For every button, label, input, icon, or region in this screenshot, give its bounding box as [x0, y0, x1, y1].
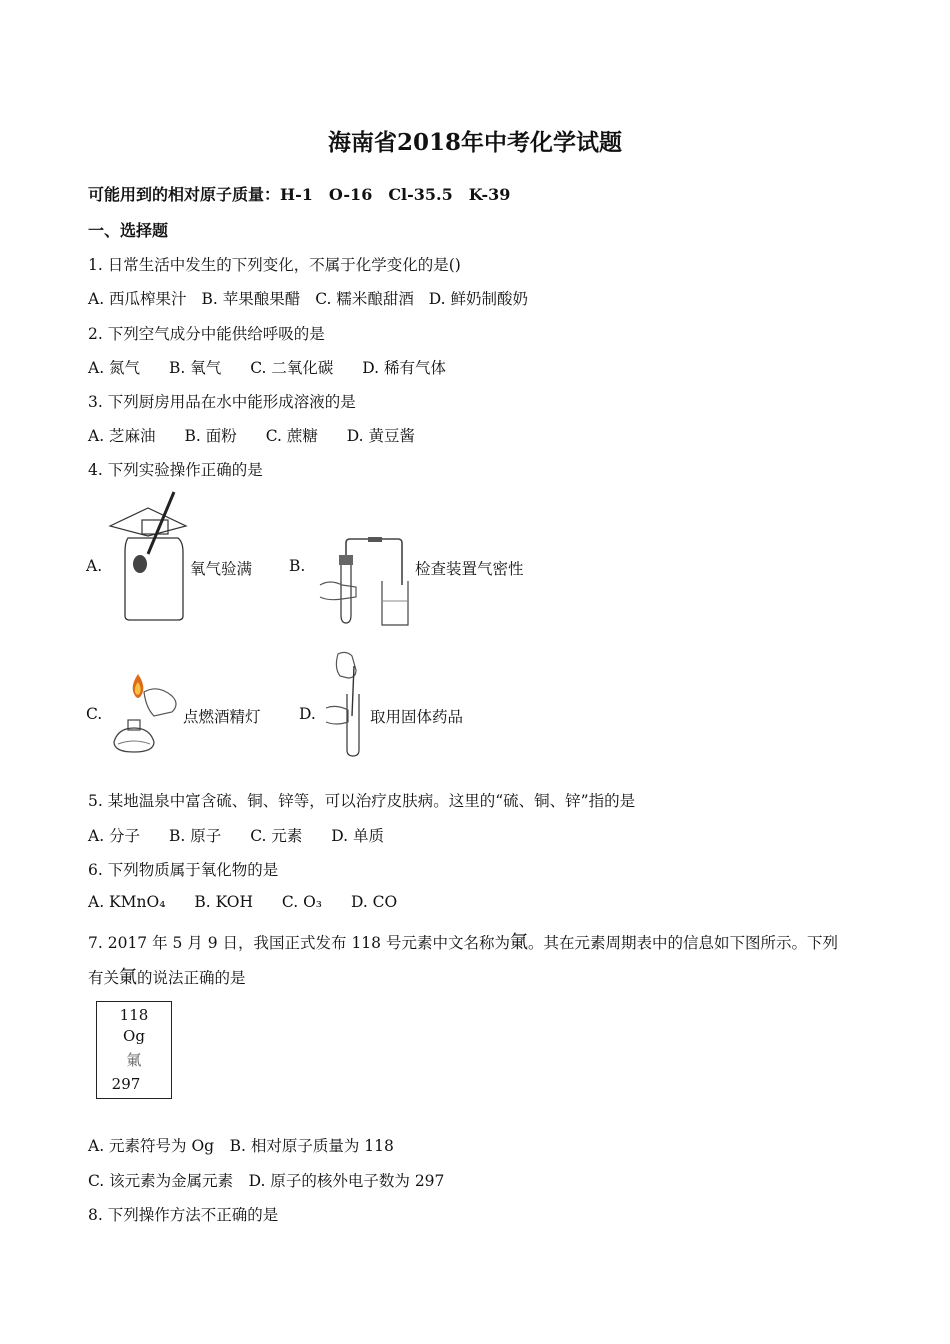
q6-option-a[interactable]: A. KMnO₄: [88, 893, 166, 911]
q4-option-b-letter[interactable]: B.: [289, 557, 306, 575]
q3-option-c[interactable]: C. 蔗糖: [265, 427, 318, 445]
question-1-stem: 1. 日常生活中发生的下列变化，不属于化学变化的是(): [88, 256, 461, 274]
periodic-table-cell: [96, 1001, 172, 1099]
element-symbol: Og: [123, 1027, 145, 1045]
q6-option-c[interactable]: C. O₃: [281, 893, 323, 911]
q3-option-b[interactable]: B. 面粉: [184, 427, 237, 445]
element-mass: 297: [111, 1075, 141, 1093]
atomic-mass-line: 可能用到的相对原子质量：H-1 O-16 Cl-35.5 K-39: [88, 185, 511, 204]
question-7-stem-line-1: [88, 928, 838, 954]
q4-option-a-text: 氧气验满: [190, 560, 253, 578]
question-6-options: [88, 893, 421, 911]
question-2-options: [88, 356, 470, 378]
q4-option-b-text: 检查装置气密性: [415, 560, 524, 578]
question-1-options: [88, 287, 538, 309]
q3-option-d[interactable]: D. 黄豆酱: [346, 427, 416, 445]
q1-option-c[interactable]: C. 糯米酿甜酒: [315, 290, 414, 308]
q2-option-a[interactable]: A. 氮气: [88, 359, 141, 377]
q7-stem-start: 7. 2017 年 5 月 9 日，我国正式发布 118 号元素中文名称为: [88, 934, 510, 952]
q4-option-a-letter[interactable]: A.: [86, 557, 103, 575]
airtight-check-illustration: [312, 535, 412, 630]
q7-stem2-pre: 有关: [88, 969, 120, 987]
question-4-stem: 4. 下列实验操作正确的是: [88, 461, 263, 479]
q3-option-a[interactable]: A. 芝麻油: [88, 427, 156, 445]
q7-element-char: 氭: [509, 932, 528, 953]
element-name: 氭: [126, 1051, 142, 1069]
q5-option-b[interactable]: B. 原子: [169, 827, 222, 845]
q1-option-d[interactable]: D. 鲜奶制酸奶: [428, 290, 529, 308]
question-3-stem: 3. 下列厨房用品在水中能形成溶液的是: [88, 393, 356, 411]
q7-element-char-2: 氭: [119, 967, 138, 988]
question-7-options-line-2[interactable]: C. 该元素为金属元素 D. 原子的核外电子数为 297: [88, 1172, 445, 1190]
oxygen-test-illustration: [108, 490, 188, 625]
q5-option-d[interactable]: D. 单质: [331, 827, 385, 845]
q4-option-d-letter[interactable]: D.: [299, 705, 316, 723]
q5-option-c[interactable]: C. 元素: [250, 827, 303, 845]
question-2-stem: 2. 下列空气成分中能供给呼吸的是: [88, 325, 325, 343]
q2-option-c[interactable]: C. 二氧化碳: [250, 359, 334, 377]
q2-option-b[interactable]: B. 氧气: [169, 359, 222, 377]
q6-option-d[interactable]: D. CO: [350, 893, 398, 911]
page-title: 海南省2018年中考化学试题: [327, 129, 622, 156]
q1-option-b[interactable]: B. 苹果酿果醋: [201, 290, 301, 308]
q4-option-d-text: 取用固体药品: [370, 708, 464, 726]
question-5-options: [88, 824, 408, 846]
q4-option-c-letter[interactable]: C.: [86, 705, 103, 723]
question-7-options-line-1[interactable]: A. 元素符号为 Og B. 相对原子质量为 118: [88, 1137, 394, 1155]
q1-option-a[interactable]: A. 西瓜榨果汁: [88, 290, 187, 308]
q5-option-a[interactable]: A. 分子: [88, 827, 141, 845]
q7-stem-end: 。其在元素周期表中的信息如下图所示。下列: [527, 934, 838, 952]
q2-option-d[interactable]: D. 稀有气体: [362, 359, 447, 377]
element-number: 118: [119, 1006, 149, 1024]
question-5-stem: 5. 某地温泉中富含硫、铜、锌等，可以治疗皮肤病。这里的“硫、铜、锌”指的是: [88, 792, 636, 810]
question-6-stem: 6. 下列物质属于氧化物的是: [88, 861, 279, 879]
solid-reagent-illustration: [322, 650, 368, 758]
alcohol-lamp-illustration: [108, 672, 184, 758]
section-heading: 一、选择题: [88, 221, 169, 240]
question-7-stem-line-2: [88, 963, 246, 989]
q7-stem2-post: 的说法正确的是: [137, 969, 246, 987]
question-8-stem: 8. 下列操作方法不正确的是: [88, 1206, 279, 1224]
q4-option-c-text: 点燃酒精灯: [183, 708, 261, 726]
question-3-options: [88, 424, 439, 446]
q6-option-b[interactable]: B. KOH: [194, 893, 253, 911]
